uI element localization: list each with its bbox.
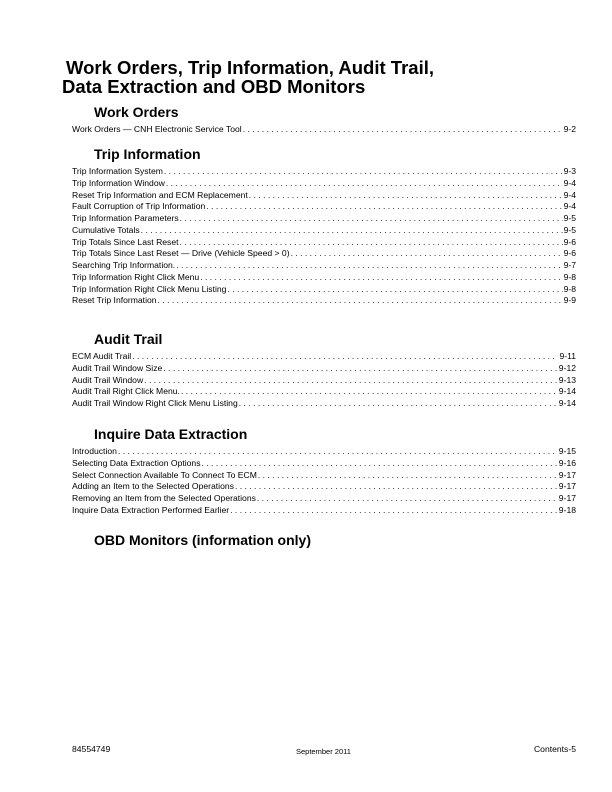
toc-entry[interactable] bbox=[72, 201, 576, 213]
toc-entry-label: Audit Trail Window Right Click Menu Listing bbox=[72, 398, 238, 408]
toc-entry[interactable] bbox=[72, 190, 576, 202]
dot-leader bbox=[206, 201, 562, 213]
toc-entry[interactable] bbox=[72, 363, 576, 375]
dot-leader bbox=[258, 470, 558, 482]
toc-entry[interactable] bbox=[72, 295, 576, 307]
toc-entry-page: 9-15 bbox=[558, 446, 576, 456]
toc-entry-label: Trip Information Right Click Menu bbox=[72, 271, 200, 282]
toc-entry[interactable] bbox=[72, 284, 576, 296]
toc-entry-page: 9-4 bbox=[563, 189, 576, 200]
page-title bbox=[62, 58, 542, 96]
toc-entry[interactable] bbox=[72, 493, 576, 505]
toc-entry-label: ECM Audit Trail bbox=[72, 351, 132, 361]
dot-leader bbox=[132, 351, 558, 363]
toc-section bbox=[72, 331, 576, 410]
toc-entry-label: Audit Trail Right Click Menu. bbox=[72, 386, 180, 397]
toc-entry-page: 9-16 bbox=[558, 457, 576, 468]
dot-leader bbox=[158, 295, 563, 307]
dot-leader bbox=[202, 458, 558, 470]
toc-entry-page: 9-12 bbox=[558, 362, 576, 373]
page-number: Contents-5 bbox=[533, 744, 576, 754]
toc-entry-page: 9-4 bbox=[563, 177, 576, 188]
toc-entry[interactable] bbox=[72, 237, 576, 249]
toc-entry-label: Trip Information System bbox=[72, 166, 163, 176]
dot-leader bbox=[166, 178, 563, 190]
toc-entry[interactable] bbox=[72, 272, 576, 284]
dot-leader bbox=[118, 446, 558, 458]
toc-entry[interactable] bbox=[72, 213, 576, 225]
toc-entry-label: Trip Information Window bbox=[72, 177, 165, 188]
page-title-line-1: Work Orders, Trip Information, Audit Trail, bbox=[66, 57, 434, 78]
dot-leader bbox=[144, 375, 558, 387]
toc-entry-page: 9-7 bbox=[563, 260, 576, 270]
dot-leader bbox=[243, 124, 563, 136]
toc-entry-page: 9-14 bbox=[558, 386, 576, 397]
toc-entry-label: Introduction bbox=[72, 446, 117, 456]
toc-entry-label: Searching Trip Information. bbox=[72, 260, 176, 270]
toc-entry-list bbox=[72, 351, 576, 410]
toc-entry-page: 9-5 bbox=[563, 224, 576, 235]
toc-entry[interactable] bbox=[72, 398, 576, 410]
toc-entry-list bbox=[72, 166, 576, 307]
dot-leader bbox=[200, 272, 562, 284]
dot-leader bbox=[235, 481, 558, 493]
toc-entry[interactable] bbox=[72, 248, 576, 260]
toc-entry-label: Reset Trip Information bbox=[72, 295, 157, 306]
toc-entry[interactable] bbox=[72, 260, 576, 272]
page-title-line-2: Data Extraction and OBD Monitors bbox=[62, 76, 366, 97]
document-number: 84554749 bbox=[72, 744, 111, 754]
dot-leader bbox=[180, 213, 563, 225]
toc-entry-page: 9-8 bbox=[563, 271, 576, 282]
toc-entry[interactable] bbox=[72, 225, 576, 237]
toc-section bbox=[72, 146, 576, 307]
dot-leader bbox=[239, 398, 558, 410]
toc-entry-page: 9-8 bbox=[563, 283, 576, 294]
toc-entry[interactable] bbox=[72, 446, 576, 458]
toc-entry-label: Removing an Item from the Selected Operations bbox=[72, 493, 256, 503]
toc-entry-label: Trip Information Right Click Menu Listing bbox=[72, 283, 227, 294]
toc-entry-page: 9-4 bbox=[563, 201, 576, 212]
toc-entry-page: 9-9 bbox=[563, 295, 576, 306]
toc-entry-label: Trip Totals Since Last Reset — Drive (Vehicle Speed > 0) bbox=[72, 248, 290, 259]
dot-leader bbox=[291, 248, 563, 260]
toc-entry-label: Adding an Item to the Selected Operations bbox=[72, 481, 234, 492]
toc-entry[interactable] bbox=[72, 458, 576, 470]
toc-entry-page: 9-3 bbox=[563, 166, 576, 176]
toc-entry-page: 9-6 bbox=[563, 236, 576, 247]
toc-entry-label: Select Connection Available To Connect To ECM bbox=[72, 469, 257, 480]
dot-leader bbox=[230, 505, 558, 517]
toc-entry-page: 9-17 bbox=[558, 493, 576, 503]
toc-section bbox=[72, 426, 576, 517]
toc-entry[interactable] bbox=[72, 178, 576, 190]
publication-date: September 2011 bbox=[296, 747, 351, 756]
toc-entry-label: Inquire Data Extraction Performed Earlier bbox=[72, 504, 230, 515]
toc-entry-label: Fault Corruption of Trip Information bbox=[72, 201, 206, 212]
toc-entry-label: Trip Totals Since Last Reset bbox=[72, 236, 179, 247]
section-heading: OBD Monitors (information only) bbox=[94, 532, 311, 548]
dot-leader bbox=[164, 166, 563, 178]
toc-entry-page: 9-17 bbox=[558, 469, 576, 480]
toc-section bbox=[72, 104, 576, 136]
toc-entry[interactable] bbox=[72, 351, 576, 363]
toc-entry-list bbox=[72, 124, 576, 136]
section-heading: Trip Information bbox=[94, 146, 201, 162]
dot-leader bbox=[181, 386, 558, 398]
dot-leader bbox=[141, 225, 563, 237]
toc-entry-page: 9-13 bbox=[558, 374, 576, 385]
dot-leader bbox=[180, 237, 563, 249]
toc-entry[interactable] bbox=[72, 124, 576, 136]
toc-entry-label: Cumulative Totals bbox=[72, 224, 140, 235]
dot-leader bbox=[227, 284, 562, 296]
toc-entry-page: 9-18 bbox=[558, 504, 576, 515]
toc-section bbox=[72, 532, 576, 552]
toc-entry-page: 9-2 bbox=[563, 124, 576, 134]
section-heading: Inquire Data Extraction bbox=[94, 426, 248, 442]
section-heading: Audit Trail bbox=[94, 331, 163, 347]
dot-leader bbox=[163, 363, 558, 375]
toc-entry[interactable] bbox=[72, 470, 576, 482]
dot-leader bbox=[257, 493, 558, 505]
toc-entry-page: 9-14 bbox=[558, 398, 576, 408]
toc-entry-page: 9-6 bbox=[563, 248, 576, 259]
toc-entry-label: Selecting Data Extraction Options bbox=[72, 457, 201, 468]
toc-entry-page: 9-17 bbox=[558, 481, 576, 492]
section-heading: Work Orders bbox=[94, 104, 179, 120]
toc-entry[interactable] bbox=[72, 505, 576, 517]
toc-entry-list bbox=[72, 446, 576, 517]
toc-entry[interactable] bbox=[72, 375, 576, 387]
toc-entry-label: Work Orders — CNH Electronic Service Tool bbox=[72, 124, 242, 134]
toc-entry[interactable] bbox=[72, 166, 576, 178]
toc-entry-label: Reset Trip Information and ECM Replacement bbox=[72, 189, 248, 200]
dot-leader bbox=[249, 190, 563, 202]
toc-entry[interactable] bbox=[72, 481, 576, 493]
toc-entry-label: Trip Information Parameters bbox=[72, 213, 179, 223]
toc-entry-page: 9-5 bbox=[563, 213, 576, 223]
toc-entry-label: Audit Trail Window Size bbox=[72, 362, 163, 373]
dot-leader bbox=[176, 260, 562, 272]
toc-entry[interactable] bbox=[72, 386, 576, 398]
toc-entry-label: Audit Trail Window bbox=[72, 374, 144, 385]
toc-entry-page: 9-11 bbox=[559, 351, 576, 361]
